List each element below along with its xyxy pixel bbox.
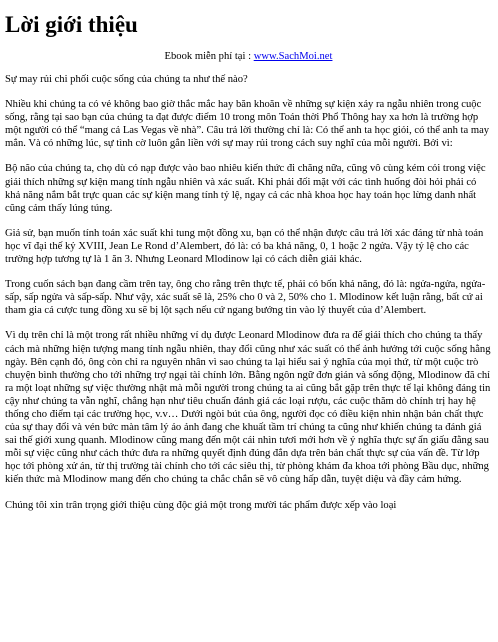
ebook-source-link[interactable]: www.SachMoi.net bbox=[253, 51, 333, 62]
page-title: Lời giới thiệu bbox=[5, 12, 138, 37]
paragraph: Sự may rủi chi phối cuộc sống của chúng ta như thế nào? bbox=[5, 74, 248, 85]
paragraph: Nhiều khi chúng ta có vẻ không bao giờ thắc mắc hay băn khoăn về những sự kiện xảy ra ngẫu nhiên trong cuộc sống, rằng tại sao bạn của chúng ta đạt được điểm 10 trong môn Toán thời Phổ Thông hay xa hơn là trường hợp một người có thể “mang cả Las Vegas về nhà”. Câu trả lời thường chỉ là: Có thể anh ta học giỏi, có thể anh ta may mắn. Và có những lúc, sự tình cờ luôn gắn liền với sự may rủi trong cách suy nghĩ của mỗi người. Bởi vì: bbox=[5, 99, 490, 150]
ebook-prefix: Ebook miễn phí tại : bbox=[164, 51, 254, 62]
paragraph: Trong cuốn sách bạn đang cầm trên tay, ông cho rằng trên thực tế, phải có bốn khả năng, đó là: ngửa-ngửa, ngửa-sấp, sấp ngửa và sấp-sấp. Như vậy, xác suất sẽ là, 25% cho 0 và 2, 50% cho 1. Mlodinow kết luận rằng, bất cứ ai tham gia cá cược tung đồng xu sẽ bị lột sạch nếu cứ ngang bướng tin vào lý thuyết của d’Alembert. bbox=[5, 279, 486, 317]
paragraph: Vì dụ trên chỉ là một trong rất nhiều những ví dụ được Leonard Mlodinow đưa ra để giải thích cho chúng ta thấy cách mà những hiện tượng mang tính ngẫu nhiên, thay đổi cũng như xác suất có thể ảnh hưởng tới cuộc sống hằng ngày. Bên cạnh đó, ông còn chỉ ra nguyên nhân vì sao chúng ta lại hiểu sai ý nghĩa của mọi thứ, từ một cuộc trò chuyện bình thường cho tới những trợ ngại tài chính lớn. Bằng ngôn ngữ đơn giản và sống động, Mlodinow đã chỉ ra một loạt những sự việc thường nhật mà mỗi người trong chúng ta ai cũng bắt gặp trên thực tế lại không đáng tin cậy như chúng ta vẫn nghĩ, chẳng hạn như tiêu chuẩn đánh giá các loại rượu, các cuộc thăm dò chính trị hay hệ thống cho điểm tại các trường học, v.v… Dưới ngòi bút của ông, người đọc có điều kiện nhìn nhận bản chất thực của sự thay đổi và vén bức màn tâm lý ảo ảnh đang che khuất tầm trí chúng ta cũng như khiến chúng ta đánh giá sai thế giới xung quanh. Mlodinow cũng mang đến một cái nhìn tươi mới hơn về ý nghĩa thực sự ẩn giấu đằng sau mỗi sự việc cũng như cách thức đưa ra những quyết định đúng đắn dựa trên bản chất thực sự của vấn đề. Từ lớp học tới phòng xử án, từ thị trường tài chính cho tới các siêu thị, từ phòng khám đa khoa tới phòng Bầu dục, những kiến thức mà Mlodinow mang đến cho chúng ta chắc chắn sẽ vô cùng hấp dẫn, tuyệt diệu và đầy cảm hứng. bbox=[5, 330, 491, 486]
ebook-source-line bbox=[5, 50, 492, 63]
paragraph: Chúng tôi xin trân trọng giới thiệu cùng độc giả một trong mười tác phẩm được xếp vào loại bbox=[5, 499, 397, 511]
paragraph: Giả sử, bạn muốn tính toán xác suất khi tung một đồng xu, bạn có thể nhận được câu trả lời xác đáng từ nhà toán học vĩ đại thế kỷ XVIII, Jean Le Rond d’Alembert, đó là: có ba khả năng, 0, 1 hoặc 2 ngửa. Vậy tỷ lệ cho các trường hợp tương tự là 1 ăn 3. Nhưng Leonard Mlodinow lại có cách diễn giải khác. bbox=[5, 227, 484, 266]
paragraph: Bộ não của chúng ta, chọ dù có nạp được vào bao nhiêu kiến thức đi chăng nữa, cũng vô cùng kém cỏi trong việc giải thích những sự kiện mang tính ngẫu nhiên và xác suất. Khi phải đối mặt với các tình huống đòi hỏi phải có khả năng nắm bắt trực quan các sự kiện mang tính tỷ lệ, ngay cả các nhà khoa học hay toán học lừng danh nhất cũng cảm thấy lúng túng. bbox=[5, 163, 486, 214]
document-page bbox=[5, 12, 492, 524]
